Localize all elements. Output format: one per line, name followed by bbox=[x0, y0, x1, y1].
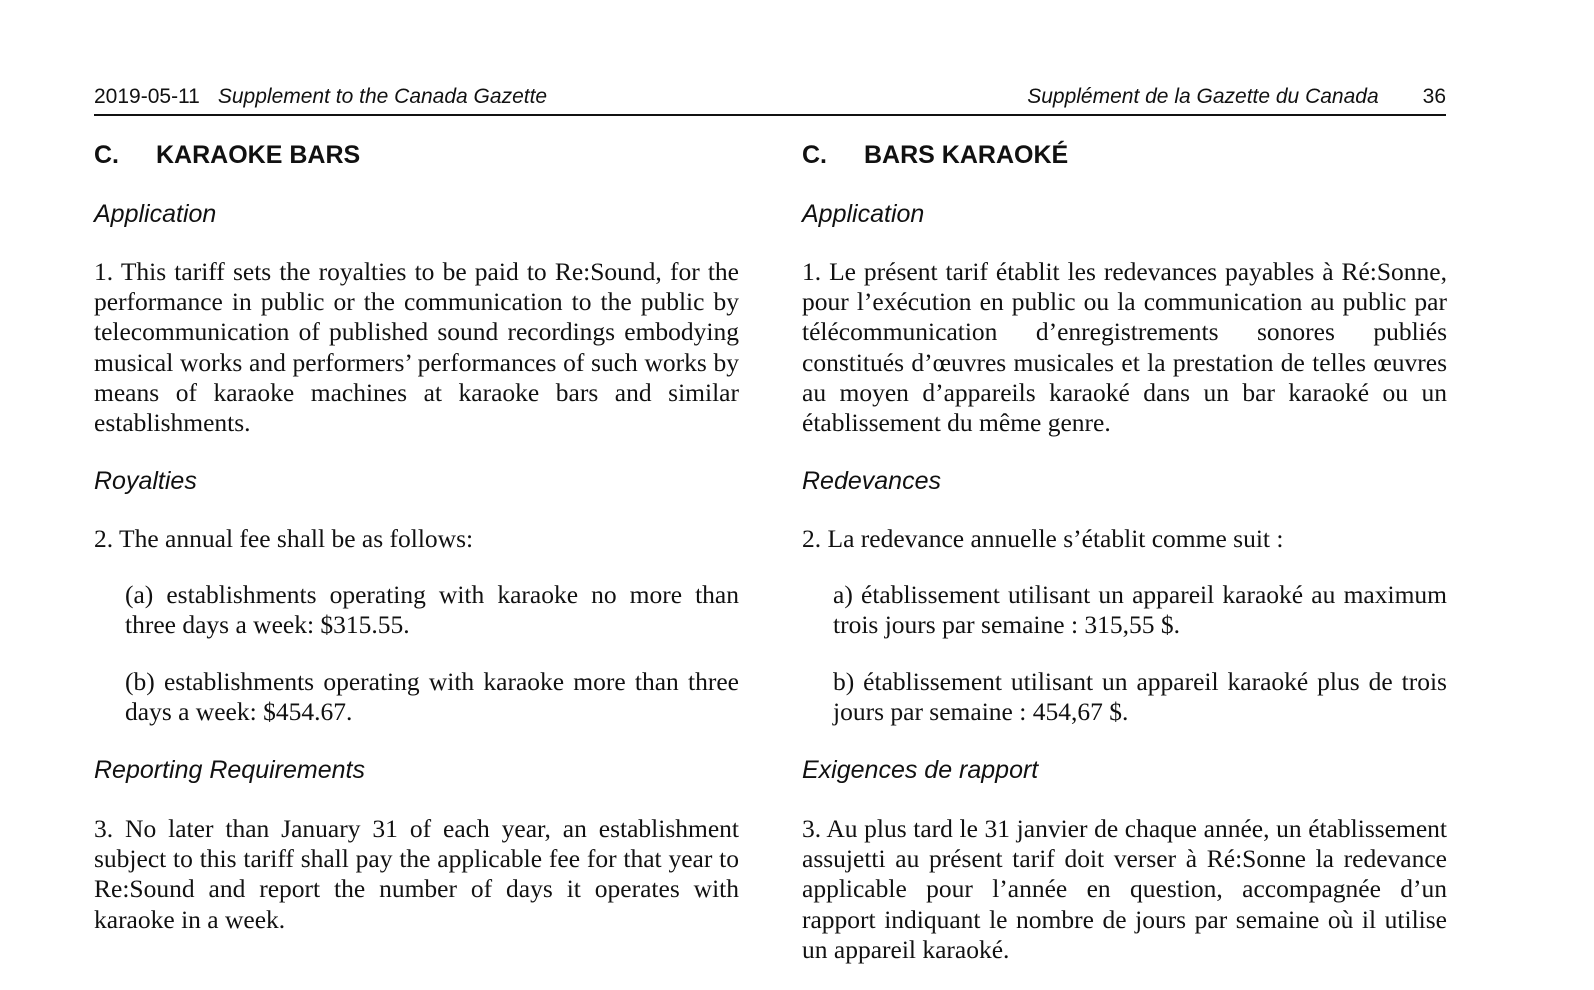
page-number: 36 bbox=[1422, 85, 1446, 108]
section-number: C. bbox=[94, 141, 119, 169]
paragraph-2: 2. The annual fee shall be as follows: bbox=[94, 524, 474, 553]
fee-item-a: a) établissement utilisant un appareil karaoké au maximum trois jours par semaine : 315,55 $. bbox=[833, 580, 1447, 640]
application-heading: Application bbox=[94, 200, 217, 228]
section-heading: BARS KARAOKÉ bbox=[864, 141, 1069, 169]
header-left bbox=[94, 85, 547, 109]
fee-item-b: (b) establishments operating with karaoke more than three days a week: $454.67. bbox=[125, 667, 739, 727]
french-column bbox=[802, 136, 1447, 964]
paragraph-3: 3. Au plus tard le 31 janvier de chaque année, un établissement assujetti au présent tarif doit verser à Ré:Sonne la redevance applicable pour l’année en question, accompagnée d’un rapport indiquant le nombre de jours par semaine où il utilise un appareil karaoké. bbox=[802, 814, 1447, 964]
royalties-heading: Redevances bbox=[802, 467, 941, 495]
section-number: C. bbox=[802, 141, 827, 169]
section-title-en bbox=[94, 136, 739, 174]
reporting-heading: Exigences de rapport bbox=[802, 756, 1039, 784]
english-column bbox=[94, 136, 739, 934]
paragraph-2: 2. La redevance annuelle s’établit comme suit : bbox=[802, 524, 1284, 553]
paragraph-1: 1. This tariff sets the royalties to be paid to Re:Sound, for the performance in public or the communication to the public by telecommunication of published sound recordings embodying musical works and performers’ performances of such works by means of karaoke machines at karaoke bars and similar establishments. bbox=[94, 257, 739, 438]
header-right bbox=[1027, 85, 1446, 109]
application-heading: Application bbox=[802, 200, 925, 228]
publication-title-en: Supplement to the Canada Gazette bbox=[217, 85, 548, 108]
section-heading: KARAOKE BARS bbox=[156, 141, 361, 169]
section-title-fr bbox=[802, 136, 1447, 174]
royalties-heading: Royalties bbox=[94, 467, 197, 495]
publication-date: 2019-05-11 bbox=[94, 85, 200, 108]
paragraph-3: 3. No later than January 31 of each year, an establishment subject to this tariff shall pay the applicable fee for that year to Re:Sound and report the number of days it operates with karaoke in a week. bbox=[94, 814, 739, 934]
fee-item-a: (a) establishments operating with karaoke no more than three days a week: $315.55. bbox=[125, 580, 739, 640]
fee-item-b: b) établissement utilisant un appareil karaoké plus de trois jours par semaine : 454,67 $. bbox=[833, 667, 1447, 727]
reporting-heading: Reporting Requirements bbox=[94, 756, 365, 784]
paragraph-1: 1. Le présent tarif établit les redevances payables à Ré:Sonne, pour l’exécution en public ou la communication au public par télécommunication d’enregistrements sonores publiés constitués d’œuvres musicales et la prestation de telles œuvres au moyen d’appareils karaoké dans un bar karaoké ou un établissement du même genre. bbox=[802, 257, 1447, 438]
publication-title-fr: Supplément de la Gazette du Canada bbox=[1027, 85, 1379, 108]
page-header bbox=[94, 84, 1446, 116]
